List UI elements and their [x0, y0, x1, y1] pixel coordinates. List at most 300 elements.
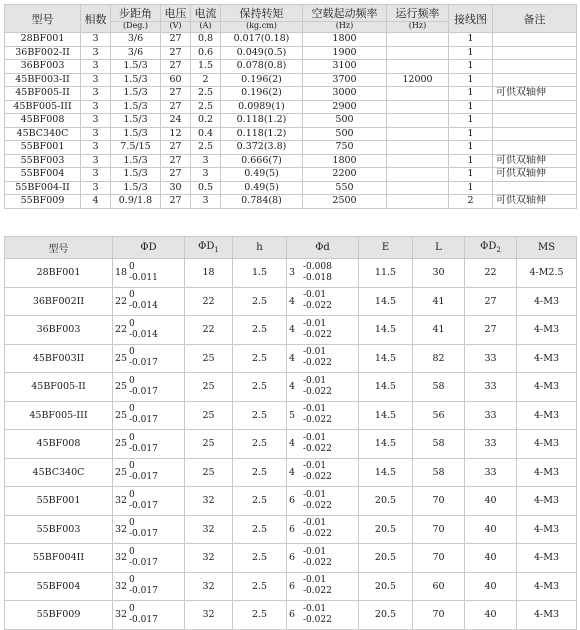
dim-cell-phi-d-lower: -0.022 — [303, 472, 332, 483]
cell-holding-torque: 0.49(5) — [221, 168, 303, 182]
cell-voltage: 60 — [161, 73, 191, 87]
dim-cell-MS: 4-M2.5 — [517, 259, 577, 288]
cell-wiring: 1 — [449, 114, 493, 128]
dim-cell-phi-d-nominal: 4 — [289, 295, 296, 307]
cell-remark — [493, 33, 577, 47]
unit-current: (A) — [191, 22, 221, 33]
dim-cell-phi-D1: 25 — [185, 344, 233, 373]
cell-remark — [493, 73, 577, 87]
dimension-row — [5, 344, 577, 373]
dim-cell-phi-D-nominal: 32 — [115, 523, 128, 535]
dim-cell-phi-D2: 33 — [465, 430, 517, 459]
spec-row — [5, 141, 577, 155]
dim-cell-phi-d-upper: -0.01 — [303, 404, 327, 415]
unit-noload-start-freq: (Hz) — [303, 22, 387, 33]
dim-cell-phi-D-nominal: 32 — [115, 495, 128, 507]
dimension-row — [5, 515, 577, 544]
dim-cell-E: 14.5 — [359, 458, 413, 487]
spec-row — [5, 33, 577, 47]
spec-header-row — [5, 5, 577, 22]
dim-cell-L: 70 — [413, 487, 465, 516]
dim-cell-phi-D-upper: 0 — [129, 261, 135, 272]
dim-cell-phi-d-lower: -0.022 — [303, 358, 332, 369]
dim-cell-phi-d-lower: -0.022 — [303, 443, 332, 454]
cell-wiring: 1 — [449, 87, 493, 101]
spec-row — [5, 154, 577, 168]
dim-cell-phi-d-upper: -0.01 — [303, 318, 327, 329]
cell-wiring: 1 — [449, 127, 493, 141]
dimension-row — [5, 316, 577, 345]
dim-header-phi-D1: $\Phi D_1$ — [185, 237, 233, 259]
dim-cell-phi-D — [113, 316, 185, 345]
dim-cell-MS: 4-M3 — [517, 344, 577, 373]
cell-voltage: 27 — [161, 33, 191, 47]
dim-cell-phi-d — [287, 401, 359, 430]
dim-cell-model: 45BC340C — [5, 458, 113, 487]
dim-cell-phi-D2: 40 — [465, 515, 517, 544]
cell-run-freq — [387, 33, 449, 47]
dim-cell-phi-D1: 25 — [185, 373, 233, 402]
dim-cell-phi-d-lower: -0.022 — [303, 329, 332, 340]
dim-cell-phi-d — [287, 287, 359, 316]
dim-cell-phi-d-lower: -0.022 — [303, 386, 332, 397]
dim-cell-model: 55BF004II — [5, 544, 113, 573]
dimension-table — [4, 236, 577, 630]
cell-current: 1.5 — [191, 60, 221, 74]
cell-remark — [493, 141, 577, 155]
cell-step-angle: 7.5/15 — [111, 141, 161, 155]
dim-cell-phi-D — [113, 401, 185, 430]
dim-cell-phi-d — [287, 344, 359, 373]
cell-current: 2.5 — [191, 141, 221, 155]
header-model: 型号 — [5, 5, 81, 33]
dim-cell-model: 36BF003 — [5, 316, 113, 345]
dim-cell-phi-D2: 40 — [465, 601, 517, 630]
cell-remark — [493, 46, 577, 60]
cell-run-freq — [387, 168, 449, 182]
dim-cell-phi-D1: 25 — [185, 430, 233, 459]
dim-cell-L: 60 — [413, 572, 465, 601]
cell-noload-start-freq: 3000 — [303, 87, 387, 101]
dim-header-h: h — [233, 237, 287, 259]
cell-step-angle: 1.5/3 — [111, 73, 161, 87]
cell-run-freq — [387, 181, 449, 195]
header-phases: 相数 — [81, 5, 111, 33]
dim-cell-phi-D2: 22 — [465, 259, 517, 288]
dim-cell-h: 2.5 — [233, 344, 287, 373]
cell-step-angle: 1.5/3 — [111, 168, 161, 182]
dimension-row — [5, 458, 577, 487]
cell-remark — [493, 114, 577, 128]
dim-cell-phi-D — [113, 259, 185, 288]
cell-holding-torque: 0.666(7) — [221, 154, 303, 168]
cell-current: 0.8 — [191, 33, 221, 47]
cell-wiring: 1 — [449, 46, 493, 60]
dim-cell-phi-D — [113, 487, 185, 516]
dim-header-phi-D: ΦD — [113, 237, 185, 259]
cell-current: 3 — [191, 168, 221, 182]
dimension-row — [5, 430, 577, 459]
dim-cell-phi-D-nominal: 32 — [115, 552, 128, 564]
dim-cell-phi-D1: 32 — [185, 544, 233, 573]
dim-cell-phi-D-upper: 0 — [129, 290, 135, 301]
cell-holding-torque: 0.372(3.8) — [221, 141, 303, 155]
cell-phases: 3 — [81, 181, 111, 195]
cell-holding-torque: 0.118(1.2) — [221, 127, 303, 141]
cell-phases: 3 — [81, 33, 111, 47]
dim-cell-phi-D — [113, 373, 185, 402]
dim-cell-phi-D — [113, 344, 185, 373]
dim-cell-phi-D2: 40 — [465, 487, 517, 516]
dim-cell-phi-D2: 33 — [465, 458, 517, 487]
cell-run-freq — [387, 100, 449, 114]
cell-step-angle: 1.5/3 — [111, 114, 161, 128]
dim-cell-model: 45BF005-II — [5, 373, 113, 402]
cell-voltage: 27 — [161, 141, 191, 155]
cell-phases: 3 — [81, 154, 111, 168]
dimension-row — [5, 259, 577, 288]
dim-cell-MS: 4-M3 — [517, 430, 577, 459]
cell-holding-torque: 0.017(0.18) — [221, 33, 303, 47]
dim-cell-model: 55BF001 — [5, 487, 113, 516]
header-remark: 备注 — [493, 5, 577, 33]
dim-cell-MS: 4-M3 — [517, 572, 577, 601]
dim-cell-phi-D-upper: 0 — [129, 375, 135, 386]
dim-cell-h: 2.5 — [233, 572, 287, 601]
dim-cell-phi-D-nominal: 25 — [115, 438, 128, 450]
cell-step-angle: 3/6 — [111, 33, 161, 47]
cell-phases: 3 — [81, 127, 111, 141]
cell-wiring: 1 — [449, 154, 493, 168]
dim-cell-MS: 4-M3 — [517, 401, 577, 430]
cell-step-angle: 1.5/3 — [111, 127, 161, 141]
dim-cell-phi-d-lower: -0.022 — [303, 614, 332, 625]
dim-cell-phi-D1: 32 — [185, 487, 233, 516]
dim-cell-phi-d-upper: -0.01 — [303, 546, 327, 557]
cell-run-freq: 12000 — [387, 73, 449, 87]
dim-cell-phi-D2: 27 — [465, 287, 517, 316]
cell-model: 45BF005-III — [5, 100, 81, 114]
cell-noload-start-freq: 750 — [303, 141, 387, 155]
dim-cell-phi-D-lower: -0.017 — [129, 386, 158, 397]
dim-cell-phi-d — [287, 373, 359, 402]
dim-cell-phi-d — [287, 487, 359, 516]
dim-cell-phi-d-nominal: 6 — [289, 552, 296, 564]
cell-remark — [493, 60, 577, 74]
dim-cell-L: 58 — [413, 430, 465, 459]
cell-model: 36BF002-II — [5, 46, 81, 60]
dim-cell-MS: 4-M3 — [517, 373, 577, 402]
dim-cell-phi-D1: 18 — [185, 259, 233, 288]
dimension-row — [5, 544, 577, 573]
cell-holding-torque: 0.784(8) — [221, 195, 303, 209]
dim-cell-phi-D1: 22 — [185, 316, 233, 345]
dim-cell-L: 58 — [413, 373, 465, 402]
dim-cell-E: 20.5 — [359, 515, 413, 544]
header-noload-start-freq: 空载起动频率 — [303, 5, 387, 22]
dim-cell-L: 41 — [413, 316, 465, 345]
cell-current: 2.5 — [191, 100, 221, 114]
cell-step-angle: 1.5/3 — [111, 181, 161, 195]
dim-cell-phi-d — [287, 544, 359, 573]
dimension-row — [5, 401, 577, 430]
dim-cell-phi-d-upper: -0.01 — [303, 375, 327, 386]
cell-noload-start-freq: 3700 — [303, 73, 387, 87]
cell-model: 55BF001 — [5, 141, 81, 155]
cell-phases: 3 — [81, 46, 111, 60]
dim-cell-E: 11.5 — [359, 259, 413, 288]
dim-cell-phi-D-upper: 0 — [129, 404, 135, 415]
dim-cell-phi-D — [113, 601, 185, 630]
dim-cell-h: 2.5 — [233, 458, 287, 487]
dim-cell-phi-D-upper: 0 — [129, 518, 135, 529]
dim-cell-phi-D-nominal: 25 — [115, 466, 128, 478]
cell-run-freq — [387, 114, 449, 128]
dim-cell-phi-d-lower: -0.022 — [303, 301, 332, 312]
cell-current: 2.5 — [191, 87, 221, 101]
dim-cell-h: 2.5 — [233, 515, 287, 544]
dim-cell-phi-D-lower: -0.017 — [129, 500, 158, 511]
dim-header-E: E — [359, 237, 413, 259]
cell-wiring: 1 — [449, 60, 493, 74]
dim-cell-phi-d-nominal: 4 — [289, 466, 296, 478]
cell-holding-torque: 0.49(5) — [221, 181, 303, 195]
cell-holding-torque: 0.049(0.5) — [221, 46, 303, 60]
cell-run-freq — [387, 127, 449, 141]
dim-cell-model: 55BF009 — [5, 601, 113, 630]
dim-cell-phi-D-lower: -0.017 — [129, 586, 158, 597]
cell-voltage: 27 — [161, 100, 191, 114]
cell-model: 55BF004-II — [5, 181, 81, 195]
dim-cell-phi-d-upper: -0.01 — [303, 432, 327, 443]
dim-cell-phi-D1: 25 — [185, 458, 233, 487]
spec-row — [5, 46, 577, 60]
cell-noload-start-freq: 500 — [303, 114, 387, 128]
dim-cell-phi-d — [287, 430, 359, 459]
dim-header-L: L — [413, 237, 465, 259]
cell-voltage: 27 — [161, 154, 191, 168]
dim-cell-E: 20.5 — [359, 487, 413, 516]
cell-step-angle: 3/6 — [111, 46, 161, 60]
cell-holding-torque: 0.196(2) — [221, 87, 303, 101]
cell-phases: 3 — [81, 141, 111, 155]
dim-cell-phi-d — [287, 601, 359, 630]
unit-holding-torque: (kg.cm) — [221, 22, 303, 33]
dim-cell-model: 45BF008 — [5, 430, 113, 459]
dimension-table-body — [5, 259, 577, 630]
dim-cell-phi-D-upper: 0 — [129, 347, 135, 358]
dim-cell-phi-D-lower: -0.017 — [129, 415, 158, 426]
dim-cell-phi-d — [287, 259, 359, 288]
dim-cell-phi-D-nominal: 25 — [115, 381, 128, 393]
dimension-row — [5, 572, 577, 601]
dim-cell-phi-D-lower: -0.017 — [129, 472, 158, 483]
dim-cell-phi-D-upper: 0 — [129, 575, 135, 586]
dim-cell-phi-D-nominal: 18 — [115, 267, 128, 279]
dim-cell-phi-d-nominal: 6 — [289, 580, 296, 592]
cell-remark — [493, 181, 577, 195]
cell-voltage: 27 — [161, 60, 191, 74]
dim-cell-phi-D-upper: 0 — [129, 432, 135, 443]
header-step-angle: 步距角 — [111, 5, 161, 22]
dim-cell-phi-D — [113, 515, 185, 544]
dim-cell-phi-D2: 27 — [465, 316, 517, 345]
cell-wiring: 1 — [449, 168, 493, 182]
dim-cell-L: 70 — [413, 601, 465, 630]
cell-voltage: 27 — [161, 168, 191, 182]
dim-cell-MS: 4-M3 — [517, 487, 577, 516]
cell-noload-start-freq: 1800 — [303, 33, 387, 47]
dim-cell-phi-D — [113, 430, 185, 459]
dim-cell-phi-d-nominal: 4 — [289, 381, 296, 393]
dim-cell-phi-D-lower: -0.011 — [129, 272, 158, 283]
cell-noload-start-freq: 2200 — [303, 168, 387, 182]
cell-phases: 3 — [81, 87, 111, 101]
cell-holding-torque: 0.118(1.2) — [221, 114, 303, 128]
cell-current: 0.4 — [191, 127, 221, 141]
cell-voltage: 27 — [161, 195, 191, 209]
dim-cell-phi-D — [113, 572, 185, 601]
dim-cell-phi-D-nominal: 25 — [115, 352, 128, 364]
cell-wiring: 1 — [449, 181, 493, 195]
cell-wiring: 1 — [449, 73, 493, 87]
dim-cell-E: 14.5 — [359, 344, 413, 373]
dim-cell-phi-D — [113, 287, 185, 316]
cell-remark — [493, 100, 577, 114]
dimension-row — [5, 487, 577, 516]
cell-phases: 3 — [81, 114, 111, 128]
cell-voltage: 24 — [161, 114, 191, 128]
cell-current: 3 — [191, 154, 221, 168]
dim-cell-h: 2.5 — [233, 316, 287, 345]
spec-table-body — [5, 33, 577, 209]
cell-run-freq — [387, 195, 449, 209]
dim-cell-phi-D — [113, 544, 185, 573]
dim-cell-phi-d-lower: -0.022 — [303, 557, 332, 568]
dim-cell-h: 2.5 — [233, 601, 287, 630]
dim-cell-E: 20.5 — [359, 572, 413, 601]
cell-remark — [493, 127, 577, 141]
header-run-freq: 运行频率 — [387, 5, 449, 22]
dim-cell-phi-D2: 40 — [465, 572, 517, 601]
dim-cell-phi-d-upper: -0.01 — [303, 603, 327, 614]
dim-cell-phi-d-nominal: 6 — [289, 523, 296, 535]
spec-row — [5, 87, 577, 101]
dim-cell-E: 20.5 — [359, 601, 413, 630]
dim-cell-phi-d-lower: -0.018 — [303, 272, 332, 283]
cell-noload-start-freq: 2500 — [303, 195, 387, 209]
dim-cell-phi-D-nominal: 22 — [115, 295, 128, 307]
dim-cell-phi-d-nominal: 6 — [289, 495, 296, 507]
spec-row — [5, 127, 577, 141]
spec-row — [5, 73, 577, 87]
dim-cell-phi-D2: 33 — [465, 344, 517, 373]
spec-row — [5, 60, 577, 74]
dim-cell-L: 41 — [413, 287, 465, 316]
header-current: 电流 — [191, 5, 221, 22]
dim-cell-L: 82 — [413, 344, 465, 373]
dim-cell-phi-d-upper: -0.008 — [303, 261, 332, 272]
dim-cell-phi-D-lower: -0.017 — [129, 358, 158, 369]
dim-cell-phi-D2: 33 — [465, 401, 517, 430]
header-holding-torque: 保持转矩 — [221, 5, 303, 22]
dim-cell-phi-D-lower: -0.014 — [129, 301, 158, 312]
cell-current: 0.5 — [191, 181, 221, 195]
cell-noload-start-freq: 550 — [303, 181, 387, 195]
dim-cell-phi-d-nominal: 3 — [289, 267, 296, 279]
dim-cell-phi-d-lower: -0.022 — [303, 500, 332, 511]
spec-row — [5, 181, 577, 195]
cell-noload-start-freq: 3100 — [303, 60, 387, 74]
dim-cell-MS: 4-M3 — [517, 287, 577, 316]
cell-phases: 4 — [81, 195, 111, 209]
cell-phases: 3 — [81, 168, 111, 182]
dim-cell-L: 70 — [413, 515, 465, 544]
dim-cell-phi-D-nominal: 32 — [115, 580, 128, 592]
dim-cell-phi-D1: 32 — [185, 601, 233, 630]
cell-model: 45BF008 — [5, 114, 81, 128]
cell-step-angle: 1.5/3 — [111, 154, 161, 168]
cell-holding-torque: 0.0989(1) — [221, 100, 303, 114]
dim-cell-MS: 4-M3 — [517, 515, 577, 544]
header-wiring: 接线图 — [449, 5, 493, 33]
cell-run-freq — [387, 154, 449, 168]
cell-wiring: 1 — [449, 100, 493, 114]
cell-model: 45BF005-II — [5, 87, 81, 101]
dim-cell-phi-D-lower: -0.017 — [129, 557, 158, 568]
dim-cell-E: 20.5 — [359, 544, 413, 573]
dim-cell-h: 2.5 — [233, 373, 287, 402]
cell-model: 55BF009 — [5, 195, 81, 209]
dim-cell-phi-D1: 32 — [185, 515, 233, 544]
cell-run-freq — [387, 46, 449, 60]
cell-noload-start-freq: 2900 — [303, 100, 387, 114]
dim-cell-phi-D-lower: -0.017 — [129, 443, 158, 454]
dim-cell-model: 28BF001 — [5, 259, 113, 288]
dim-cell-phi-d-upper: -0.01 — [303, 461, 327, 472]
cell-model: 55BF003 — [5, 154, 81, 168]
dimension-header-row — [5, 237, 577, 259]
dim-header-model: 型号 — [5, 237, 113, 259]
dim-cell-MS: 4-M3 — [517, 458, 577, 487]
cell-step-angle: 0.9/1.8 — [111, 195, 161, 209]
dim-cell-phi-d — [287, 572, 359, 601]
spec-row — [5, 100, 577, 114]
dim-cell-phi-d-lower: -0.022 — [303, 529, 332, 540]
dim-cell-E: 14.5 — [359, 401, 413, 430]
dim-cell-h: 2.5 — [233, 544, 287, 573]
cell-voltage: 27 — [161, 87, 191, 101]
dim-cell-phi-D-upper: 0 — [129, 546, 135, 557]
cell-holding-torque: 0.078(0.8) — [221, 60, 303, 74]
cell-run-freq — [387, 87, 449, 101]
dim-cell-phi-D — [113, 458, 185, 487]
dimension-row — [5, 287, 577, 316]
dim-cell-phi-d-upper: -0.01 — [303, 518, 327, 529]
spec-row — [5, 114, 577, 128]
dim-cell-model: 45BF003II — [5, 344, 113, 373]
cell-model: 36BF003 — [5, 60, 81, 74]
dim-cell-phi-d-nominal: 4 — [289, 324, 296, 336]
cell-wiring: 1 — [449, 33, 493, 47]
dim-cell-phi-D-lower: -0.014 — [129, 329, 158, 340]
dim-cell-L: 70 — [413, 544, 465, 573]
dim-cell-phi-d-lower: -0.022 — [303, 586, 332, 597]
dim-cell-model: 45BF005-III — [5, 401, 113, 430]
cell-model: 28BF001 — [5, 33, 81, 47]
dim-cell-phi-D-lower: -0.017 — [129, 529, 158, 540]
dim-cell-phi-d-upper: -0.01 — [303, 489, 327, 500]
